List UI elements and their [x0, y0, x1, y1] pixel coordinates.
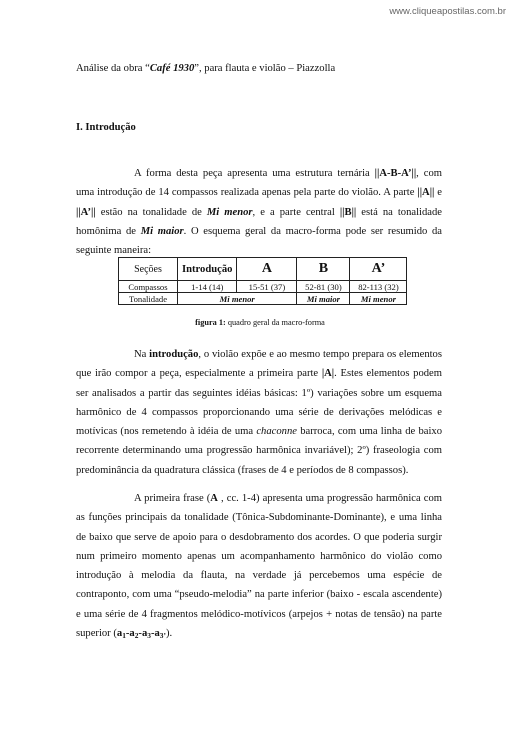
part-label: ||B||: [339, 206, 357, 218]
part-label: ||A’||: [76, 206, 96, 218]
table-cell: Mi maior: [297, 293, 350, 305]
key-label: Mi menor: [206, 206, 253, 218]
text: está na tonalidade homônima de: [76, 206, 442, 237]
table-row: [119, 281, 407, 293]
table-cell: Mi menor: [350, 293, 407, 305]
caption-text: quadro geral da macro-forma: [225, 318, 325, 327]
title-suffix: ”, para flauta e violão – Piazzolla: [194, 63, 336, 74]
fragment-letter: -a: [125, 628, 135, 640]
site-url[interactable]: www.cliqueapostilas.com.br: [389, 6, 506, 17]
table-cell: Introdução: [178, 258, 237, 281]
paragraph-introduction: [76, 345, 442, 480]
text: estão na tonalidade de: [95, 206, 207, 218]
text: . Estes elementos podem ser analisados a partir das seguintes idéias básicas: 1º) variações sobre um esquema harmônico de 4 compassos proporcionando uma série de derivações melódicas e motívicas (nos remetendo à idéia de uma: [76, 368, 442, 438]
fragment-index: 3: [147, 631, 151, 641]
figure-caption: [0, 318, 520, 327]
section-heading: I. Introdução: [76, 122, 136, 133]
paragraph-first-phrase: [76, 489, 442, 643]
text: A forma desta peça apresenta uma estrutura ternária: [134, 168, 375, 179]
table-cell: B: [297, 258, 350, 281]
paragraph-form: [76, 164, 442, 260]
fragment-letter: a: [116, 628, 123, 640]
form-label: ||A-B-A’||: [374, 168, 417, 179]
text: A primeira frase (: [134, 493, 211, 504]
table-cell: Compassos: [119, 281, 178, 293]
document-title: [76, 63, 335, 74]
table-row: [119, 258, 407, 281]
text: ).: [165, 628, 173, 640]
table-cell: Mi menor: [178, 293, 297, 305]
text: , com uma introdução de 14 compassos realizada apenas pela parte do violão. A parte: [76, 168, 442, 199]
text: barroca, com uma linha de baixo recorrente determinando uma progressão harmônica invariável); 2º) fraseologia com predominância da quadratura clássica (frases de 4 e períodos de 8 compassos).: [76, 426, 442, 476]
caption-label: figura 1:: [195, 318, 226, 327]
table-cell: A’: [350, 258, 407, 281]
fragment-letter: -a: [150, 628, 160, 640]
text: , o violão expõe e ao mesmo tempo prepara os elementos que irão compor a peça, especialmente a primeira parte: [76, 349, 442, 380]
part-label: |A|: [321, 368, 335, 380]
fragment-index: 2: [134, 631, 139, 641]
table-cell: Tonalidade: [119, 293, 178, 305]
key-label: Mi maior: [140, 225, 184, 237]
text: Na: [134, 349, 150, 360]
table-cell: 52-81 (30): [297, 281, 350, 293]
fragment-index: 3’: [159, 631, 166, 641]
part-label: ||A||: [417, 187, 435, 199]
macro-form-table: [118, 257, 407, 305]
table-row: [119, 293, 407, 305]
fragment-labels: [117, 628, 166, 639]
phrase-label: A: [210, 493, 218, 504]
table-cell: 1-14 (14): [178, 281, 237, 293]
table-cell: Seções: [119, 258, 178, 281]
title-prefix: Análise da obra “: [76, 63, 150, 74]
table-cell: 15-51 (37): [237, 281, 297, 293]
fragment-index: 1: [122, 631, 126, 641]
table-cell: 82-113 (32): [350, 281, 407, 293]
text: , e a parte central: [252, 206, 340, 218]
text: . O esquema geral da macro-forma pode ser resumido da seguinte maneira:: [76, 225, 442, 257]
title-work: Café 1930: [149, 63, 195, 74]
table-cell: A: [237, 258, 297, 281]
text: e: [434, 187, 442, 199]
term: chaconne: [256, 426, 297, 438]
text: , cc. 1-4) apresenta uma progressão harmônica com as funções principais da tonalidade (Tônica-Subdominante-Dominante), e uma linha de baixo que serve de apoio para o desdobramento dos acordes. O que poderia surgir num primeiro momento apenas um acompanhamento harmônico do violão como introdução à melodia da flauta, na verdade já percebemos uma espécie de contraponto, com uma “pseudo-melodia” na parte inferior (baixo - escala ascendente) e uma série de 4 fragmentos melódico-motívicos (arpejos + notas de tensão) na parte superior (: [76, 493, 442, 640]
fragment-letter: -a: [138, 628, 148, 640]
term: introdução: [149, 349, 199, 360]
